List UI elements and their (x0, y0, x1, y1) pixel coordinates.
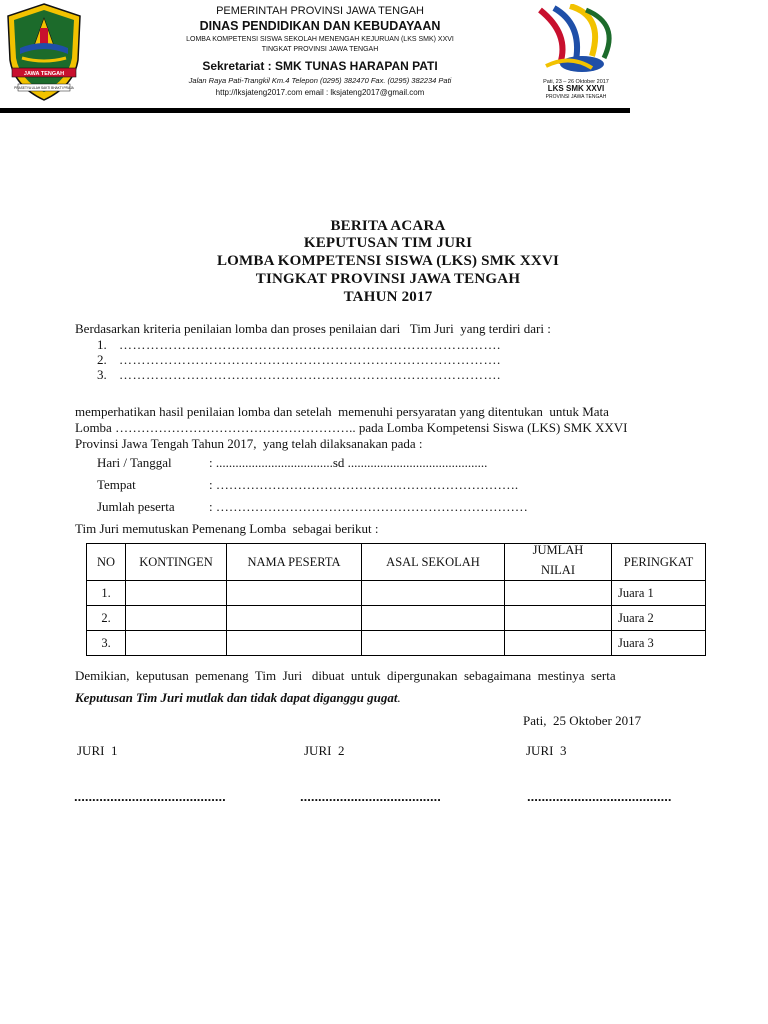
cell-kontingen (126, 631, 227, 656)
cell-asal-sekolah (362, 631, 505, 656)
cell-no: 3. (87, 631, 126, 656)
letterhead-line-2: DINAS PENDIDIKAN DAN KEBUDAYAAN (199, 19, 441, 33)
header-jumlah-nilai (505, 544, 612, 581)
letterhead-divider (0, 108, 630, 113)
cell-asal-sekolah (362, 606, 505, 631)
letterhead-line-7: http://lksjateng2017.com email : lksjateng2017@gmail.com (215, 88, 425, 97)
document-title-4: TINGKAT PROVINSI JAWA TENGAH (255, 271, 521, 287)
juri-list-item (97, 367, 501, 383)
detail-row-date (97, 455, 487, 471)
letterhead-line-6: Jalan Raya Pati-Trangkil Km.4 Telepon (0295) 382470 Fax. (0295) 382234 Pati (188, 76, 452, 85)
detail-label: Tempat (97, 477, 136, 492)
detail-value: : ....................................sd ........................................... (209, 455, 488, 470)
cell-peringkat: Juara 1 (612, 581, 706, 606)
juri-list-number: 1. (97, 337, 107, 352)
document-title-5: TAHUN 2017 (343, 289, 433, 305)
letterhead-line-5: Sekretariat : SMK TUNAS HARAPAN PATI (202, 59, 438, 73)
cell-no: 1. (87, 581, 126, 606)
header-asal-sekolah-label: ASAL SEKOLAH (386, 554, 480, 569)
cell-jumlah-nilai (505, 631, 612, 656)
juri-list-number: 3. (97, 367, 107, 382)
document-title-1: BERITA ACARA (330, 218, 446, 234)
signature-line-3: ........................................ (527, 789, 672, 804)
cell-jumlah-nilai (505, 606, 612, 631)
cell-kontingen (126, 581, 227, 606)
cell-nama-peserta (227, 631, 362, 656)
intro-paragraph: Berdasarkan kriteria penilaian lomba dan proses penilaian dari Tim Juri yang terdiri dari : (75, 321, 551, 336)
document-title-2: KEPUTUSAN TIM JURI (303, 235, 473, 251)
signer-label-2: JURI 2 (304, 743, 345, 758)
juri-list-item (97, 337, 501, 353)
header-peringkat: PERINGKAT (612, 544, 706, 581)
emblem-banner-text: JAWA TENGAH (23, 71, 65, 77)
table-row (87, 581, 706, 606)
table-header-row (87, 544, 706, 581)
header-asal-sekolah (362, 544, 505, 581)
cell-peringkat: Juara 2 (612, 606, 706, 631)
lks-smk-logo (530, 4, 622, 100)
detail-row-participants (97, 499, 528, 515)
jawa-tengah-emblem (4, 2, 84, 102)
lks-sub-text: PROVINSI JAWA TENGAH (545, 94, 607, 100)
table-row (87, 631, 706, 656)
header-jumlah-label: JUMLAH (532, 543, 584, 557)
header-no: NO (87, 544, 126, 581)
cell-kontingen (126, 606, 227, 631)
lks-title-text: LKS SMK XXVI (547, 84, 605, 93)
decision-intro: Tim Juri memutuskan Pemenang Lomba sebagai berikut : (75, 521, 379, 536)
place-date: Pati, 25 Oktober 2017 (523, 713, 642, 728)
closing-line-1: Demikian, keputusan pemenang Tim Juri dibuat untuk dipergunakan sebagaimana mestinya serta (75, 668, 616, 683)
closing-period: . (397, 690, 401, 705)
letterhead-line-3: LOMBA KOMPETENSI SISWA SEKOLAH MENENGAH KEJURUAN (LKS SMK) XXVI (186, 36, 454, 43)
juri-list-item (97, 352, 501, 368)
closing-statement: Keputusan Tim Juri mutlak dan tidak dapat diganggu gugat (75, 690, 398, 705)
letterhead-line-1: PEMERINTAH PROVINSI JAWA TENGAH (216, 5, 424, 17)
juri-list-dots: …………………………………………………………………………. (119, 337, 501, 352)
signature-line-1: .......................................... (74, 789, 226, 804)
detail-value: : ……………………………………………………………. (209, 477, 519, 492)
document-title-3: LOMBA KOMPETENSI SISWA (LKS) SMK XXVI (216, 253, 560, 269)
header-kontingen: KONTINGEN (126, 544, 227, 581)
emblem-motto-text: PRASETYA ULAH SAKTI BHAKTI PRAJA (14, 86, 74, 90)
header-nama-peserta: NAMA PESERTA (227, 544, 362, 581)
paragraph-2-line-2: Lomba ……………………………………………….. pada Lomba Kompetensi Siswa (LKS) SMK XXVI (75, 420, 628, 435)
cell-no: 2. (87, 606, 126, 631)
paragraph-2-line-3: Provinsi Jawa Tengah Tahun 2017, yang telah dilaksanakan pada : (75, 436, 423, 451)
detail-row-place (97, 477, 518, 493)
cell-nama-peserta (227, 606, 362, 631)
cell-nama-peserta (227, 581, 362, 606)
detail-label: Hari / Tanggal (97, 455, 172, 470)
closing-line-2 (75, 690, 401, 706)
signer-label-3: JURI 3 (526, 743, 567, 758)
detail-label: Jumlah peserta (97, 499, 175, 514)
winners-table (86, 543, 706, 656)
juri-list-dots: …………………………………………………………………………. (119, 367, 501, 382)
letterhead-line-4: TINGKAT PROVINSI JAWA TENGAH (261, 46, 379, 53)
detail-value: : ……………………………………………………………… (209, 499, 528, 514)
table-row (87, 606, 706, 631)
paragraph-2-line-1: memperhatikan hasil penilaian lomba dan setelah memenuhi persyaratan yang ditentukan untuk Mata (75, 404, 609, 419)
header-nilai-label: NILAI (540, 563, 575, 577)
signer-label-1: JURI 1 (77, 743, 118, 758)
juri-list-dots: …………………………………………………………………………. (119, 352, 501, 367)
letterhead (150, 4, 490, 99)
signature-line-2: ....................................... (300, 789, 441, 804)
lks-date-text: Pati, 23 – 26 Oktober 2017 (543, 79, 609, 85)
cell-asal-sekolah (362, 581, 505, 606)
cell-jumlah-nilai (505, 581, 612, 606)
cell-peringkat: Juara 3 (612, 631, 706, 656)
juri-list-number: 2. (97, 352, 107, 367)
